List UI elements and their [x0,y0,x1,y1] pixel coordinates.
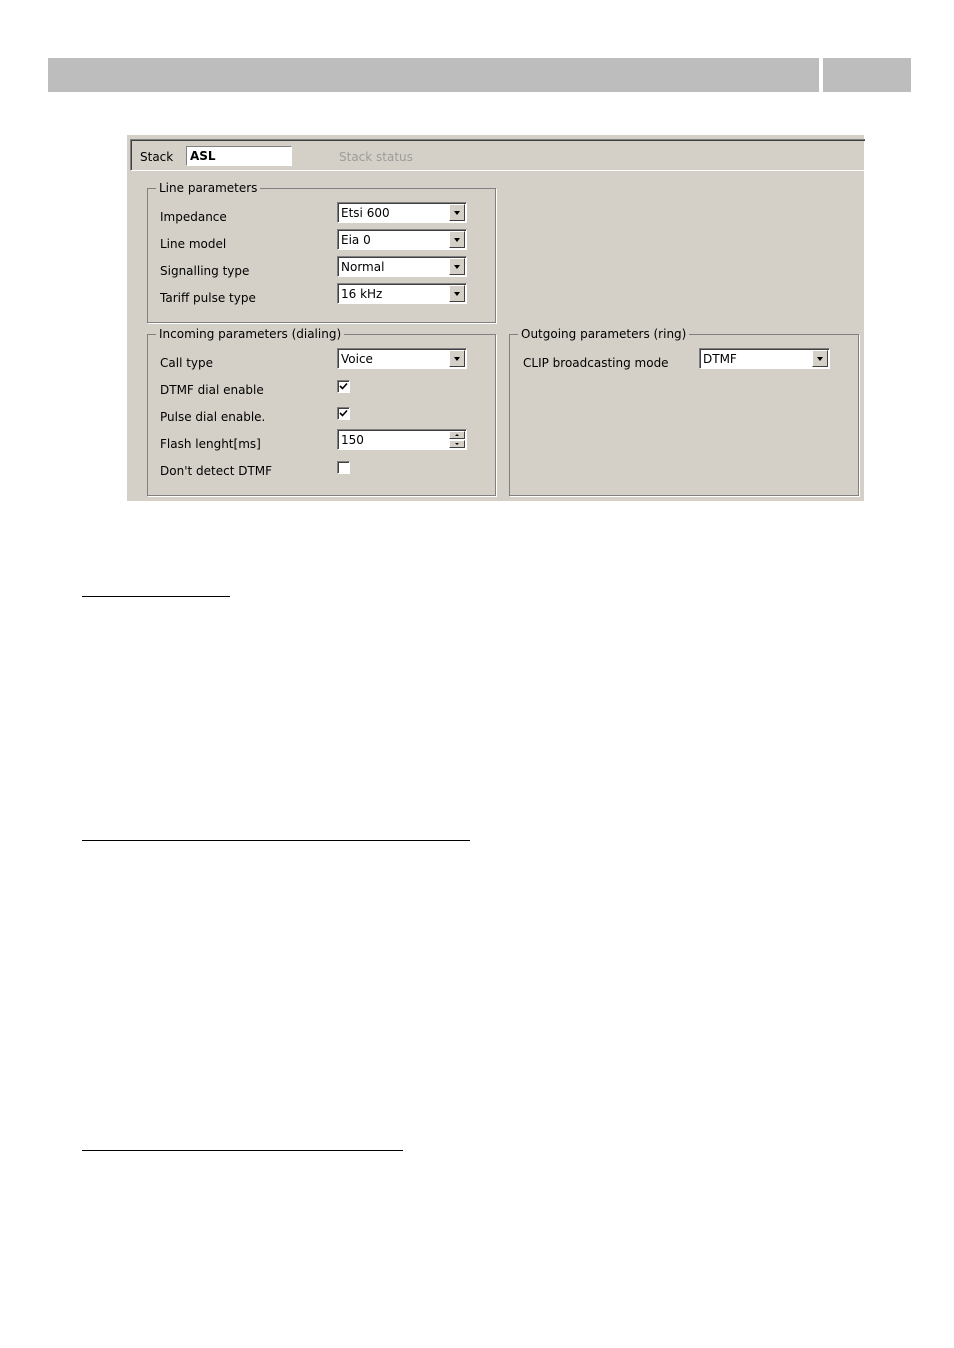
stack-status-label: Stack status [339,150,413,164]
clip-broadcasting-mode-select[interactable] [699,348,830,369]
tariff-pulse-type-value: 16 kHz [341,287,383,301]
pulse-dial-enable-checkbox[interactable] [337,407,350,420]
stack-label: Stack [140,150,174,164]
line-model-label: Line model [160,237,227,251]
dont-detect-dtmf-label: Don't detect DTMF [160,464,273,478]
clip-broadcasting-mode-value: DTMF [703,352,737,366]
call-type-value: Voice [341,352,373,366]
incoming-parameters-title: Incoming parameters (dialing) [156,327,344,341]
impedance-label: Impedance [160,210,227,224]
flash-length-spinner[interactable] [337,429,467,450]
checkmark-icon [339,409,348,418]
pulse-dial-enable-label: Pulse dial enable. [160,410,266,424]
stack-strip [130,139,865,171]
spin-up-icon[interactable] [449,431,465,439]
spin-down-icon[interactable] [449,440,465,448]
line-parameters-title: Line parameters [156,181,260,195]
impedance-select[interactable] [337,202,467,223]
impedance-value: Etsi 600 [341,206,390,220]
flash-length-value: 150 [341,433,364,447]
dtmf-dial-enable-label: DTMF dial enable [160,383,264,397]
chevron-down-icon[interactable] [449,204,465,221]
stack-name-field[interactable]: ASL [186,146,292,166]
chevron-down-icon[interactable] [449,350,465,367]
line-model-select[interactable] [337,229,467,250]
section-underline [82,840,470,841]
signalling-type-value: Normal [341,260,385,274]
outgoing-parameters-title: Outgoing parameters (ring) [518,327,689,341]
dtmf-dial-enable-checkbox[interactable] [337,380,350,393]
section-underline [82,1150,403,1151]
call-type-label: Call type [160,356,214,370]
chevron-down-icon[interactable] [812,350,828,367]
clip-broadcasting-mode-label: CLIP broadcasting mode [523,356,669,370]
chevron-down-icon[interactable] [449,231,465,248]
line-model-value: Eia 0 [341,233,371,247]
chevron-down-icon[interactable] [449,285,465,302]
signalling-type-select[interactable] [337,256,467,277]
spinner-buttons [449,431,465,448]
document-header-page-box [823,58,911,92]
document-header-bar [48,58,819,92]
tariff-pulse-type-label: Tariff pulse type [160,291,256,305]
dont-detect-dtmf-checkbox[interactable] [337,461,350,474]
chevron-down-icon[interactable] [449,258,465,275]
section-underline [82,596,230,597]
checkmark-icon [339,382,348,391]
signalling-type-label: Signalling type [160,264,250,278]
asl-config-panel [127,135,864,501]
call-type-select[interactable] [337,348,467,369]
tariff-pulse-type-select[interactable] [337,283,467,304]
flash-length-label: Flash lenght[ms] [160,437,261,451]
